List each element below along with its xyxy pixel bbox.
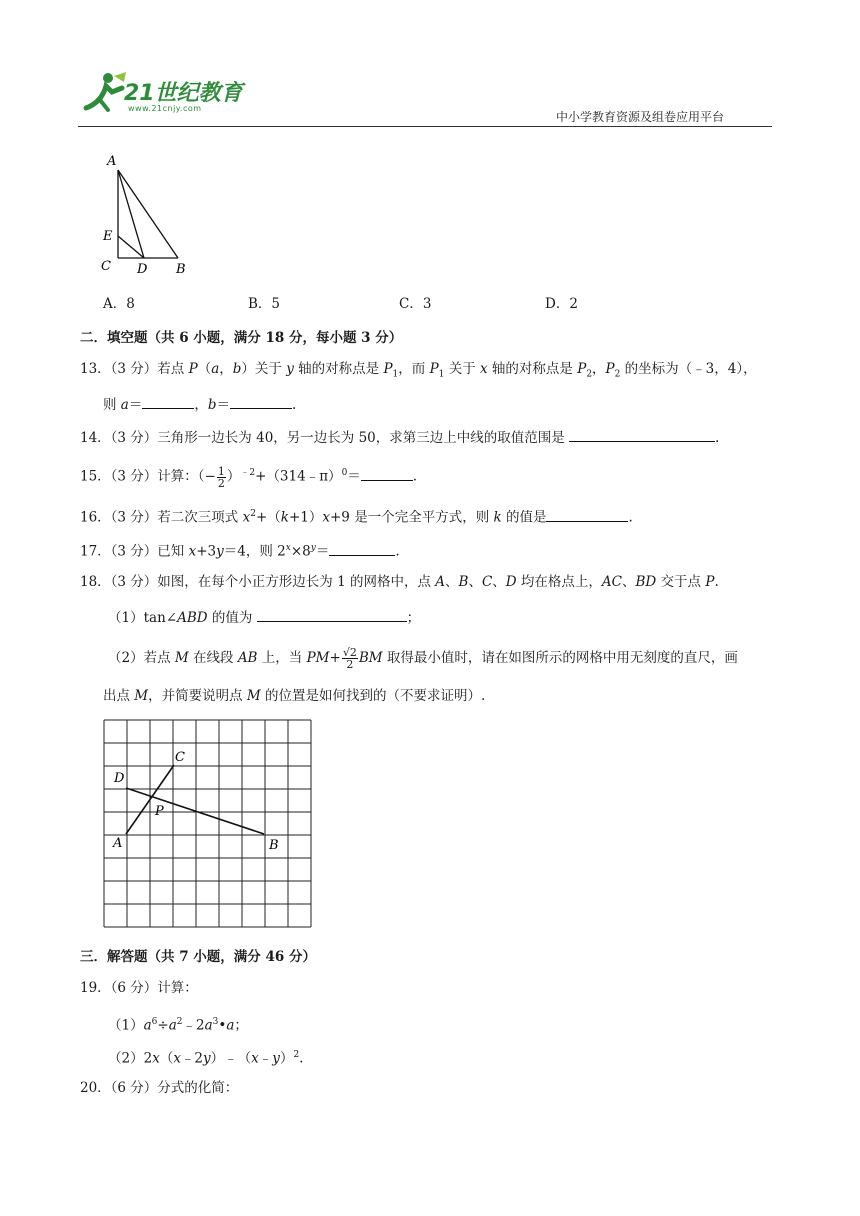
logo-url: www.21cnjy.com [128, 104, 202, 113]
q19-part1: $(1)a^6\div a^2﹣2a^3•a$； [108, 1017, 248, 1034]
runner-logo-icon [78, 70, 128, 116]
q18-part2-cont: 出点 M，并简要说明点 M 的位置是如何找到的（不要求证明）. [103, 688, 486, 704]
q16-blank[interactable] [546, 507, 628, 522]
q13-blank-a[interactable] [142, 394, 194, 409]
label-p: P [155, 804, 164, 819]
q13-line1: 13．（3 分）若点 P（a，b）关于 y 轴的对称点是 $P_1$，而 $P_1$ 关于 x 轴的对称点是 $P_2$，$P_2$ 的坐标为（﹣3，4）， [80, 361, 757, 380]
q20-head: 20．（6 分）分式的化简： [80, 1080, 239, 1096]
q15-blank[interactable] [361, 466, 413, 481]
choice-b: B．5 [248, 296, 281, 312]
choice-c: C．3 [399, 296, 432, 312]
q17-blank[interactable] [329, 541, 395, 556]
segment-ab [118, 170, 178, 258]
label-d: D [137, 262, 148, 277]
choice-d: D．2 [545, 296, 578, 312]
q14-blank[interactable] [569, 427, 715, 442]
choice-a: A．8 [103, 296, 135, 312]
q18-fraction: $\frac{√2}{2}$ [342, 646, 357, 671]
q18-part1: （1）tan∠ABD 的值为 ； [108, 607, 420, 627]
q18-line1: 18．（3 分）如图，在每个小正方形边长为 1 的网格中，点 A、B、C、D 均在格点上，AC、BD 交于点 P. [80, 574, 719, 590]
segment-db [126, 788, 264, 834]
q16-line: 16．（3 分）若二次三项式 $x^2+(k+1)x+9$ 是一个完全平方式，则 k 的值是 . [80, 505, 633, 527]
q17-line: 17．（3 分）已知 x+3y＝4，则 $2^x\times 8^y=$ . [80, 539, 400, 561]
label-c: C [101, 259, 111, 274]
q15-fraction: $\frac{1}{2}$ [217, 464, 225, 490]
q19-part2: （2）2x（x﹣2y）﹣（x﹣y）$^2$. [108, 1050, 304, 1067]
label-e: E [103, 229, 113, 244]
q15-line: 15．（3 分）计算：（− $\frac{1}{2}$ ）$^{﹣2}$+（314﹣π）$^0$＝ . [80, 464, 418, 490]
triangle-figure [96, 150, 206, 280]
label-b: B [176, 262, 186, 277]
header-logo [78, 66, 258, 124]
q19-head: 19．（6 分）计算： [80, 980, 198, 996]
q14-line: 14．（3 分）三角形一边长为 40，另一边长为 50，求第三边上中线的取值范围是 . [80, 427, 719, 447]
grid-lines [104, 720, 311, 927]
label-b: B [269, 838, 279, 853]
segment-ad [118, 170, 144, 258]
q18-part2: （2）若点 M 在线段 AB 上，当 PM+ $\frac{√2}{2}$ BM 取得最小值时，请在如图所示的网格中用无刻度的直尺，画 [108, 646, 738, 671]
q18-blank[interactable] [257, 607, 407, 622]
logo-text: 21世纪教育 [124, 81, 243, 106]
label-d: D [114, 771, 125, 786]
q13-blank-b[interactable] [230, 394, 292, 409]
label-a: A [107, 154, 117, 169]
label-a: A [113, 836, 123, 851]
platform-name: 中小学教育资源及组卷应用平台 [556, 110, 725, 124]
section-3-title: 三．解答题（共 7 小题，满分 46 分） [80, 949, 316, 965]
section-2-title: 二．填空题（共 6 小题，满分 18 分，每小题 3 分） [80, 330, 403, 346]
q13-line2: 则 a＝ ，b＝ . [103, 394, 296, 414]
header-rule [78, 126, 772, 127]
label-c: C [175, 750, 185, 765]
grid-figure [103, 719, 317, 931]
